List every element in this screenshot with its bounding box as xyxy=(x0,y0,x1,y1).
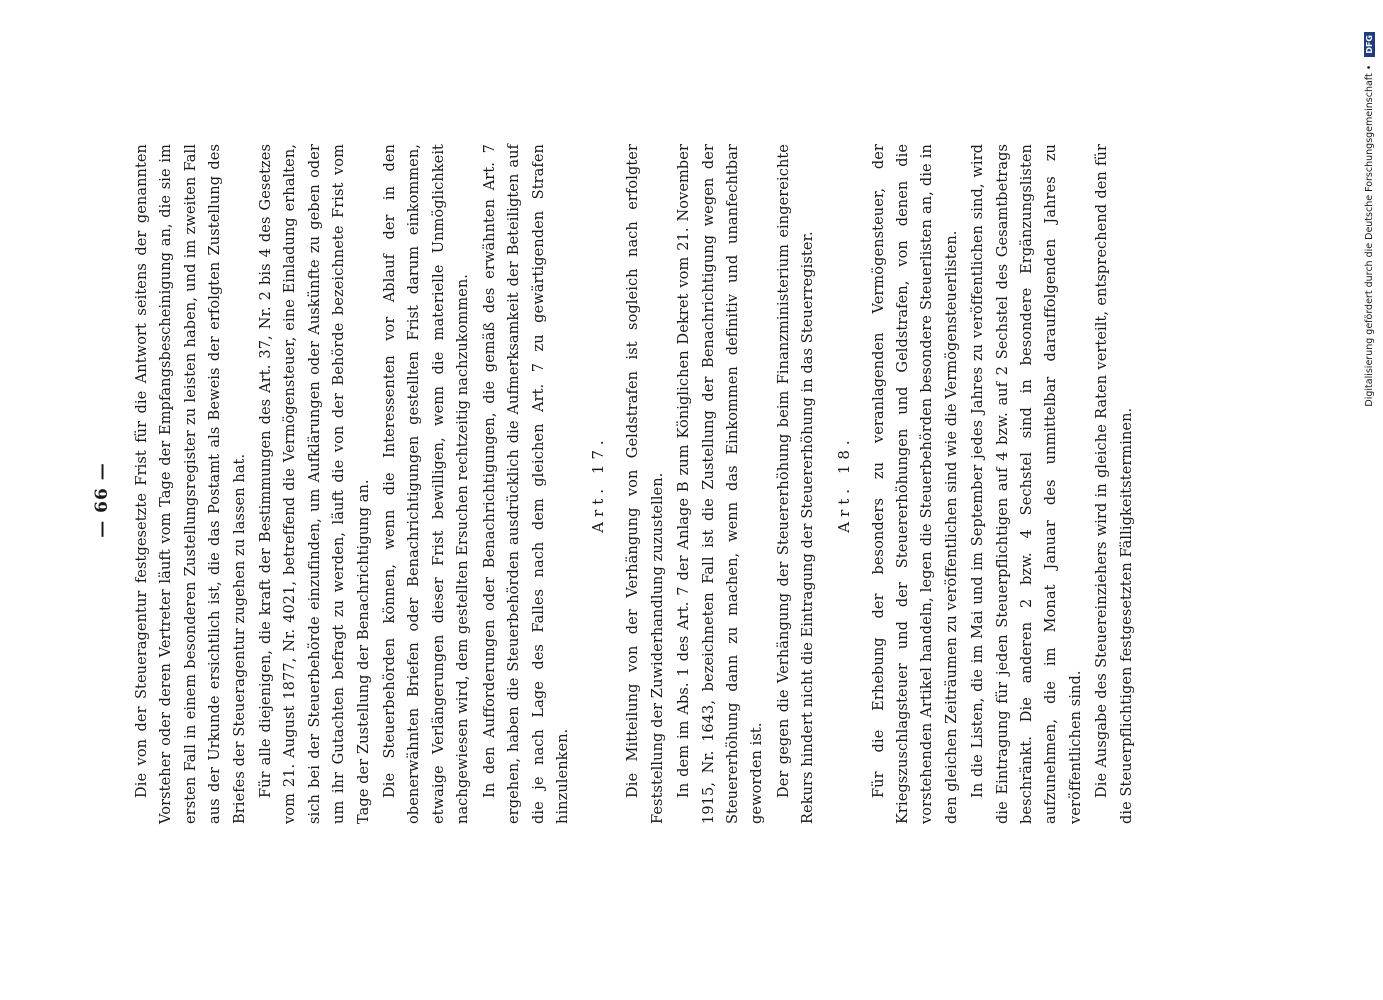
digitization-credit xyxy=(1364,0,1375,1000)
paragraph-response-deadline: Die von der Steueragentur festgesetzte Frist für die Antwort seitens der genannten Vorsteher oder deren Vertreter läuft vom Tage der Empfangsbescheinigung an, die sie im ersten Fall in einem besonderen Zustellungsregister zu leisten haben, und im zweiten Fall aus der Urkunde ersichtlich ist, die das Postamt als Beweis der erfolgten Zustellung des Briefes der Steueragentur zugehen zu lassen hat. xyxy=(134,144,248,824)
paragraph-tax-increase-notice: In dem im Abs. 1 des Art. 7 der Anlage B zum Königlichen Dekret vom 21. November 1915, Nr. 1643, bezeichneten Fall ist die Zustellung der Benachrichtigung wegen der Steuererhöhung dann zu machen, wenn das Einkommen definitiv und unanfechtbar geworden ist. xyxy=(676,144,766,824)
dfg-logo: DFG xyxy=(1364,32,1375,57)
page-number: — 66 — xyxy=(92,462,112,538)
paragraph-list-entries: In die Listen, die im Mai und im September jedes Jahres zu veröffentlichen sind, wird die Eintragung für jeden Steuerpflichtigen auf 4 bzw. auf 2 Sechstel des Gesamtbetrags beschränkt. Die anderen 2 bzw. 4 Sechstel sind in besondere Ergänzungslisten aufzunehmen, die im Monat Januar des unmittelbar darauffolgenden Jahres zu veröffentlichen sind. xyxy=(970,144,1084,824)
paragraph-fine-notice: Die Mitteilung von der Verhängung von Geldstrafen ist sogleich nach erfolgter Feststellung der Zuwiderhandlung zuzustellen. xyxy=(625,144,666,824)
paragraph-penalty-notice: In den Aufforderungen oder Benachrichtigungen, die gemäß des erwähnten Art. 7 ergehen, haben die Steuerbehörden ausdrücklich die Aufmerksamkeit der Beteiligten auf die je nach Lage des Falles nach dem gleichen Art. 7 zu gewärtigenden Strafen hinzulenken. xyxy=(481,144,571,824)
paragraph-extension: Die Steuerbehörden können, wenn die Interessenten vor Ablauf der in den obenerwähnten Briefen oder Benachrichtigungen gestellten Frist darum einkommen, etwaige Verlängerungen dieser Frist bewilligen, wenn die materielle Unmöglichkeit nachgewiesen wird, dem gestellten Ersuchen rechtzeitig nachzukommen. xyxy=(382,144,472,824)
article-17-heading: Art. 17. xyxy=(589,435,608,533)
paragraph-installments: Die Ausgabe des Steuereinziehers wird in gleiche Raten verteilt, entsprechend den für die Steuerpflichtigen festgesetzten Fälligkeitsterminen. xyxy=(1094,144,1135,824)
credit-text: Digitalisierung gefördert durch die Deutsche Forschungsgemeinschaft • xyxy=(1364,64,1375,407)
article-18-heading: Art. 18. xyxy=(834,435,853,533)
paragraph-appeal: Der gegen die Verhängung der Steuererhöhung beim Finanzministerium eingereichte Rekurs hindert nicht die Eintragung der Steuererhöhung in das Steuerregister. xyxy=(775,144,817,824)
main-text-column xyxy=(130,144,1141,824)
paragraph-tax-lists: Für die Erhebung der besonders zu veranlagenden Vermögensteuer, der Kriegszuschlagsteuer und der Steuererhöhungen und Geldstrafen, von denen die vorstehenden Artikel handeln, legen die Steuerbehörden besondere Steuerlisten an, die in den gleichen Zeiträumen zu veröffentlichen sind wie die Vermögensteuerlisten. xyxy=(870,144,960,824)
paragraph-invitation-deadline: Für alle diejenigen, die kraft der Bestimmungen des Art. 37, Nr. 2 bis 4 des Gesetzes vom 21. August 1877, Nr. 4021, betreffend die Vermögensteuer, eine Einladung erhalten, sich bei der Steuerbehörde einzufinden, um Aufklärungen oder Auskünfte zu geben oder um ihr Gutachten befragt zu werden, läuft die von der Behörde bezeichnete Frist vom Tage der Zustellung der Benachrichtigung an. xyxy=(258,144,372,824)
